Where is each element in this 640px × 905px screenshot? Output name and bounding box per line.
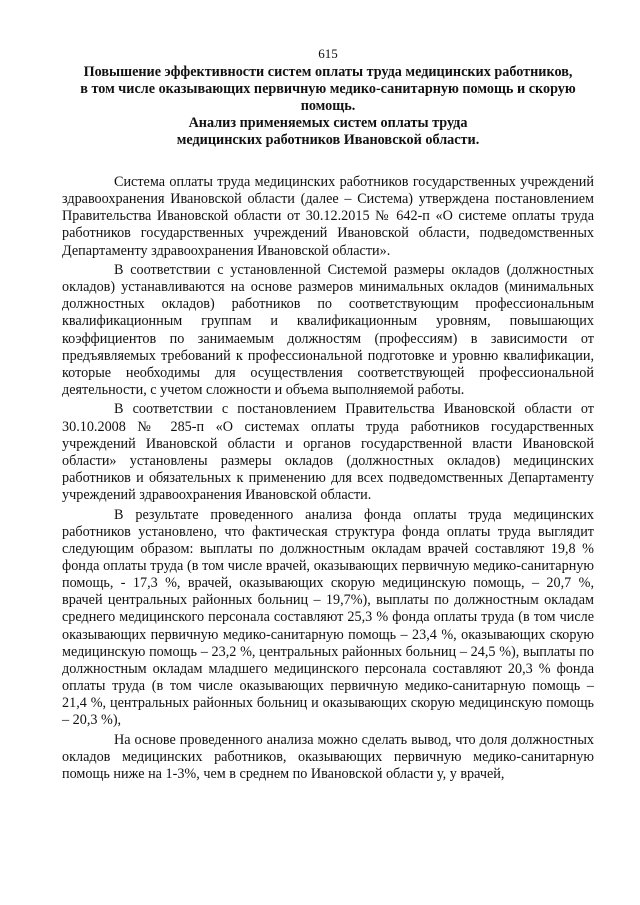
page-number: 615 [318, 46, 338, 61]
paragraph-fund-analysis: В результате проведенного анализа фонда оплаты труда медицинских работников установлено, что фактическая структура фонда оплаты труда выглядит следующим образом: выплаты по должностным окладам врачей составляют 19,8 % фонда оплаты труда (в том числе врачей, оказывающих первичную медико-санитарную помощь, - 17,3 %, врачей, оказывающих скорую медицинскую помощь, – 20,7 %, врачей центральных районных больниц – 19,7%), выплаты по должностным окладам среднего медицинского персонала составляют 25,3 % фонда оплаты труда (в том числе оказывающих первичную медико-санитарную помощь – 23,4 %, оказывающих скорую медицинскую помощь – 23,2 %, центральных районных больниц – 24,5 %), выплаты по должностным окладам младшего медицинского персонала составляют 20,3 % фонда оплаты труда (в том числе оказывающих первичную медико-санитарную помощь – 21,4 %, центральных районных больниц и оказывающих скорую медицинскую помощь – 20,3 %), [62, 506, 594, 729]
heading-line: медицинских работников Ивановской области. [176, 132, 480, 148]
document-heading [62, 64, 594, 149]
heading-line: Анализ применяемых систем оплаты труда [188, 115, 468, 131]
paragraph-conclusion: На основе проведенного анализа можно сделать вывод, что доля должностных окладов медицинских работников, оказывающих первичную медико-санитарную помощь ниже на 1-3%, чем в среднем по Ивановской области у, у врачей, [62, 731, 594, 783]
heading-spacer [62, 149, 594, 174]
paragraph-system-overview: Система оплаты труда медицинских работников государственных учреждений здравоохранения Ивановской области (далее – Система) утверждена постановлением Правительства Ивановской области от 30.12.2015 № 642-п «О системе оплаты труда работников государственных учреждений Ивановской области, подведомственных Департаменту здравоохранения Ивановской области». [62, 174, 594, 259]
heading-line: Повышение эффективности систем оплаты труда медицинских работников, [83, 64, 573, 80]
heading-line: помощь. [300, 98, 356, 114]
document-page [62, 46, 594, 785]
paragraph-regulation: В соответствии с постановлением Правительства Ивановской области от 30.10.2008 № 285-п «О системах оплаты труда работников государственных учреждений Ивановской области и органов государственной власти Ивановской области» установлены размеры окладов (должностных окладов) медицинских работников и обязательных к применению для всех подведомственных Департаменту учреждений здравоохранения Ивановской области. [62, 401, 594, 504]
heading-line: в том числе оказывающих первичную медико-санитарную помощь и скорую [80, 81, 576, 97]
paragraph-salary-basis: В соответствии с установленной Системой размеры окладов (должностных окладов) устанавливаются на основе размеров минимальных окладов (минимальных должностных окладов) работников по соответствующим профессиональным квалификационным группам и квалификационным уровням, повышающих коэффициентов по занимаемым должностям (профессиям) в зависимости от предъявляемых требований к профессиональной подготовке и уровню квалификации, которые необходимы для осуществления соответствующей профессиональной деятельности, с учетом сложности и объема выполняемой работы. [62, 261, 594, 399]
